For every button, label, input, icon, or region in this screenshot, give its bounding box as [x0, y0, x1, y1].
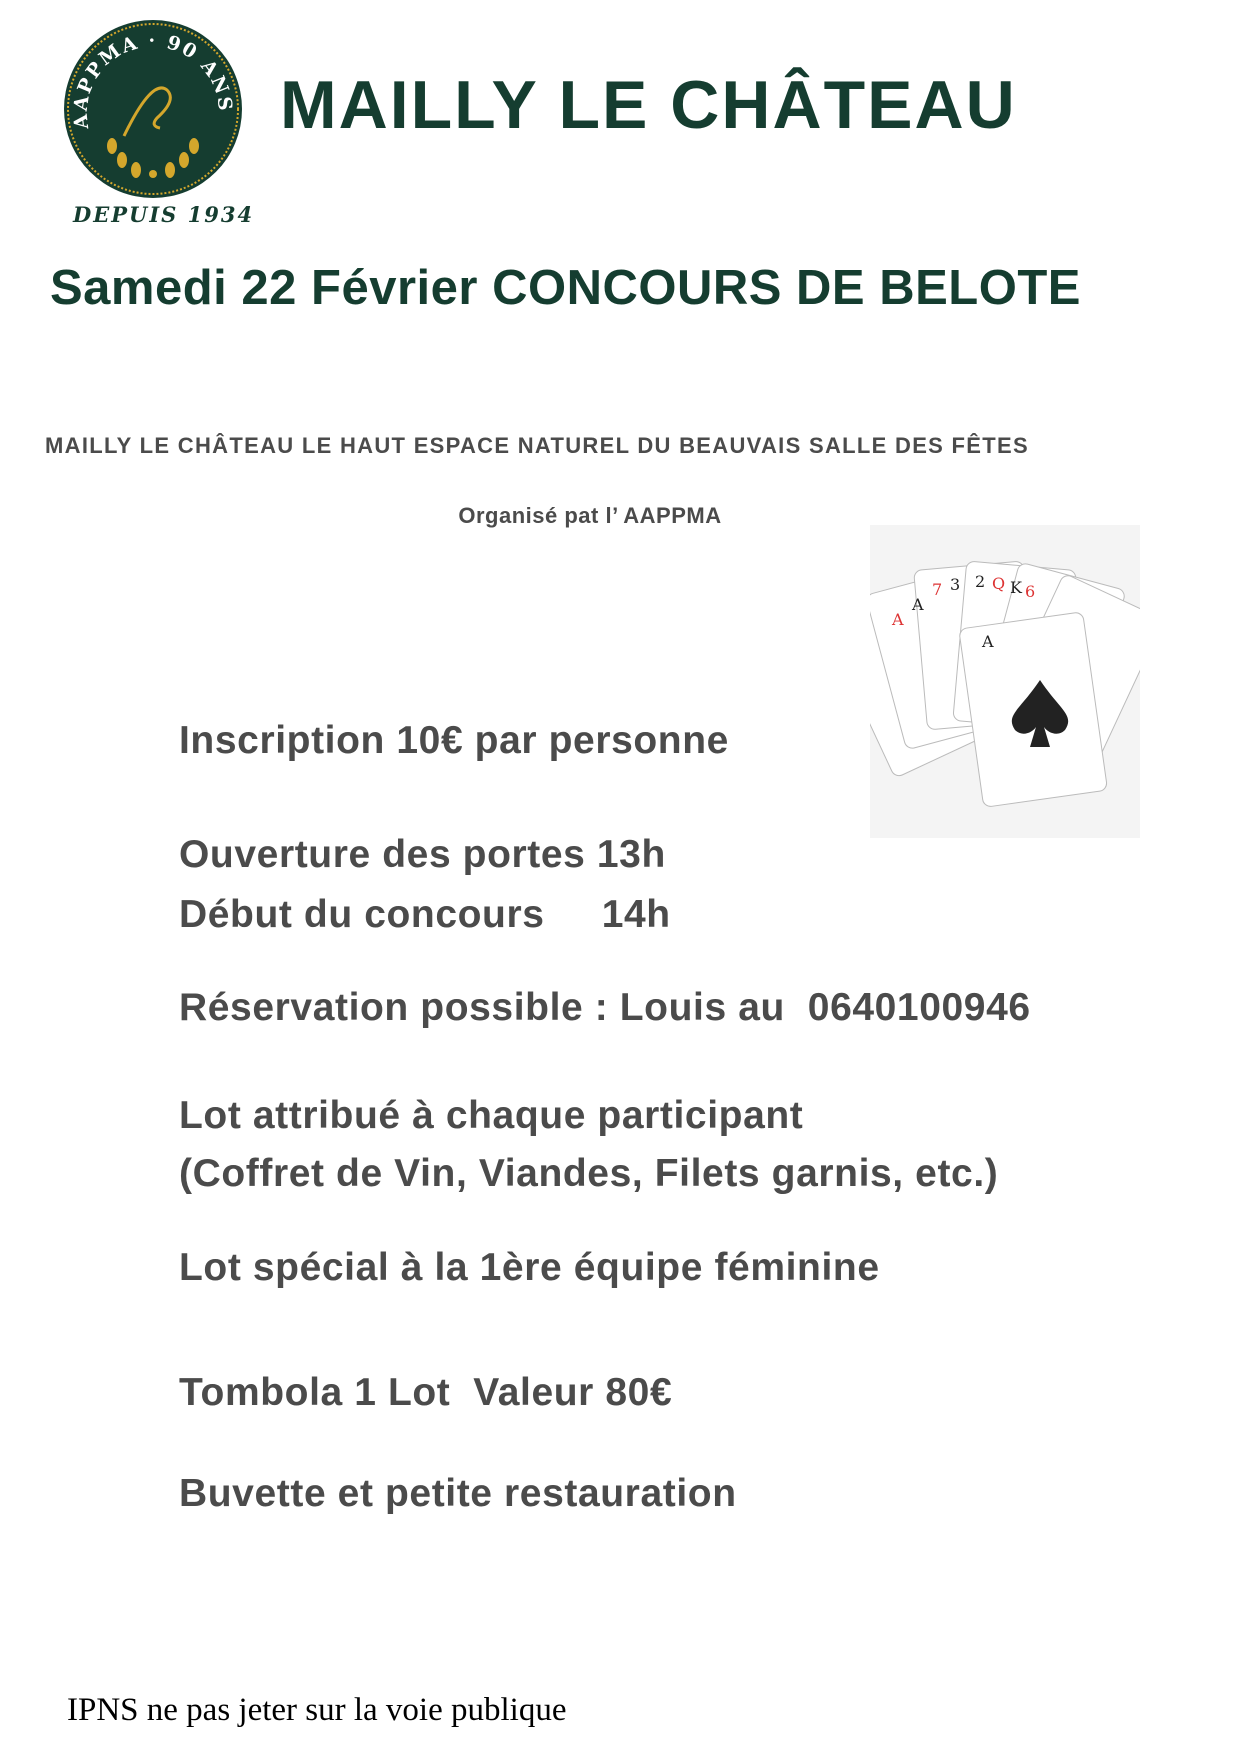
aappma-logo: [62, 18, 244, 205]
venue-address: MAILLY LE CHÂTEAU LE HAUT ESPACE NATUREL DU BEAUVAIS SALLE DES FÊTES: [45, 433, 1029, 458]
raffle-info: Tombola 1 Lot Valeur 80€: [179, 1371, 673, 1414]
prize-examples: (Coffret de Vin, Viandes, Filets garnis, etc.): [179, 1152, 999, 1195]
page-title: MAILLY LE CHÂTEAU: [280, 67, 1017, 143]
doors-open-time: Ouverture des portes 13h: [179, 833, 666, 876]
reservation-contact: Réservation possible : Louis au 0640100946: [179, 986, 1031, 1029]
registration-fee: Inscription 10€ par personne: [179, 719, 729, 762]
svg-text:7: 7: [932, 580, 943, 599]
svg-text:Q: Q: [992, 574, 1006, 593]
svg-text:6: 6: [1025, 582, 1036, 601]
logo-tagline: DEPUIS 1934: [73, 202, 255, 227]
svg-text:A: A: [892, 610, 904, 629]
start-time: Début du concours 14h: [179, 893, 671, 936]
event-subtitle: Samedi 22 Février CONCOURS DE BELOTE: [50, 261, 1081, 315]
playing-cards-image: [870, 525, 1140, 843]
svg-text:A: A: [912, 595, 924, 614]
svg-text:2: 2: [975, 572, 986, 591]
prize-info: Lot attribué à chaque participant: [179, 1094, 804, 1137]
svg-text:A: A: [982, 632, 994, 651]
svg-text:K: K: [1010, 578, 1022, 597]
svg-text:AAPPMA · 90 ANS: AAPPMA · 90 ANS: [69, 29, 237, 131]
svg-text:3: 3: [950, 575, 961, 594]
special-prize: Lot spécial à la 1ère équipe féminine: [179, 1246, 880, 1289]
organiser-text: Organisé pat l’ AAPPMA: [458, 503, 722, 528]
refreshments-info: Buvette et petite restauration: [179, 1472, 737, 1515]
footer-notice: IPNS ne pas jeter sur la voie publique: [67, 1692, 567, 1728]
